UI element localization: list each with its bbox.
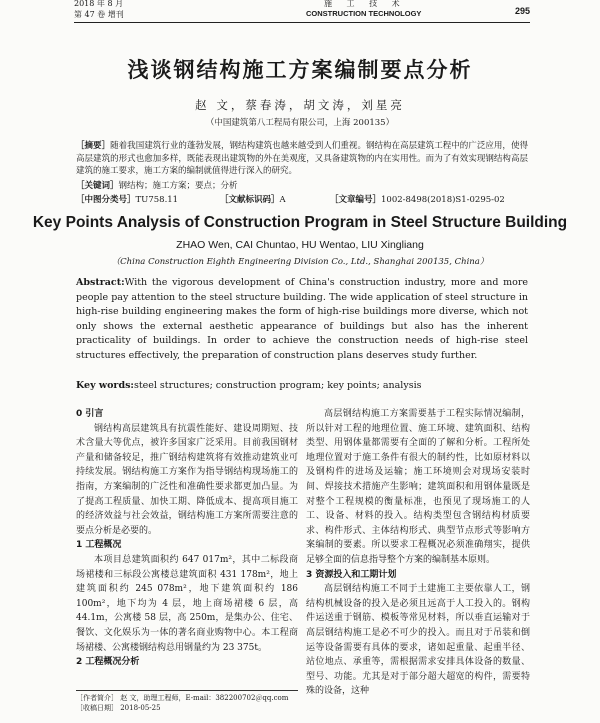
- abstract-cn-text: 随着我国建筑行业的蓬勃发展，钢结构建筑也越来越受到人们重视。钢结构在高层建筑工程中的广泛应用，使得高层建筑的形式也愈加多样，既能表现出建筑物的外在美观度，又具备建筑物的内在实用性。而为了有效实现钢结构高层建筑的施工要求，施工方案的编制就值得进行深入的研究。: [76, 141, 528, 177]
- body-column-right: [306, 407, 530, 699]
- affiliation-cn: （中国建筑第八工程局有限公司，上海 200135）: [205, 118, 395, 128]
- issue-date: 2018 年 8 月: [74, 0, 124, 8]
- paper-title-en: Key Points Analysis of Construction Program in Steel Structure Building: [32, 214, 568, 231]
- abstract-cn-label: ［摘要］: [76, 141, 111, 151]
- paragraph-resources: 高层钢结构施工不同于土建施工主要依靠人工，钢结构机械设备的投入是必须且远高于人工投入的。钢构件运送重于钢筋、模板等常见材料，所以垂直运输对于高层钢结构施工是必不可少的投入。而且对于吊装和倒运等设备需要有具体的要求，诸如起重量、起重半径、站位地点、承重等，需根据需求安排具体设备的数量、型号、功能。尤其是对于部分超大超宽的构件，需要特殊的设备，这种: [306, 584, 530, 697]
- keywords-cn: [76, 179, 238, 191]
- abstract-en-text: With the vigorous development of China's construction industry, more and more people pay attention to the steel structure building. The wide application of steel structure in high-rise building engineering makes the form of high-rise buildings more diverse, which not only shows the external aesthetic appearance of buildings but also has the inherent practicality of buildings. In order to achieve the construction needs of high-rise steel structures effectively, the preparation of construction plans deserves study further.: [76, 277, 528, 361]
- paper-title-cn: 浅谈钢结构施工方案编制要点分析: [127, 58, 473, 82]
- page-number: 295: [514, 6, 530, 16]
- footnote: [76, 690, 298, 713]
- abstract-en-label: Abstract:: [76, 277, 125, 288]
- keywords-en-text: steel structures; construction program; key points; analysis: [133, 380, 422, 391]
- footnote-author: ［作者简介］ 赵 文，助理工程师，E-mail：382200702＠qq.com: [76, 694, 289, 702]
- authors-cn: 赵 文，蔡春涛，胡文涛，刘星亮: [195, 98, 405, 112]
- section-heading-overview: 1 工程概况: [76, 540, 122, 551]
- abstract-cn: [76, 140, 528, 178]
- paragraph-analysis: 高层钢结构施工方案需要基于工程实际情况编制，所以针对工程的地理位置、施工环境、建筑面积、结构类型、用钢体量都需要有全面的了解和分析。工程所处地理位置对于施工条件有很大的制约性，比如原材料以及钢构件的进场及运输；施工环境则会对现场安装时间、焊接技术措施产生影响；建筑面积和用钢体量既是对整个工程规模的衡量标准，也预见了现场施工的人工、设备、材料的投入。结构类型包含钢结构材质要求、构件形式、主体结构形式、典型节点形式等影响方案编制的要素。所以要求工程概况必须准确翔实，提供足够全面的信息指导整个方案的编制基本原则。: [306, 409, 530, 565]
- paragraph-intro: 钢结构高层建筑具有抗震性能好、建设周期短、技术含量大等优点，被许多国家广泛采用。目前我国钢材产量和储备较足，推广钢结构建筑将有效推动建筑业可持续发展。钢结构施工方案作为指导钢结构现场施工的指南，方案编制的广泛性和准确性要求都更加凸显。为了提高工程质量、加快工期、降低成本、提高项目施工的经济效益与社会效益，钢结构施工方案所需要注意的要点分析是必要的。: [76, 423, 298, 536]
- section-heading-analysis: 2 工程概况分析: [76, 657, 140, 668]
- journal-name-en: CONSTRUCTION TECHNOLOGY: [306, 9, 422, 18]
- section-heading-resources: 3 资源投入和工期计划: [306, 569, 397, 580]
- keywords-en-label: Key words:: [76, 380, 134, 391]
- authors-en: ZHAO Wen, CAI Chuntao, HU Wentao, LIU Xingliang: [176, 239, 424, 251]
- keywords-cn-label: ［关键词］: [76, 181, 119, 191]
- journal-name-cn: 施 工 技 术: [324, 0, 406, 8]
- abstract-en: [76, 276, 528, 363]
- section-heading-intro: 0 引言: [76, 409, 104, 419]
- volume-info: 第 47 卷 增刊: [74, 10, 124, 19]
- affiliation-en: （China Construction Eighth Engineering Division Co., Ltd., Shanghai 200135, China）: [111, 257, 489, 267]
- running-header: [74, 0, 530, 23]
- keywords-cn-text: 钢结构；施工方案；要点；分析: [118, 181, 238, 191]
- article-number: ［文章编号］1002-8498(2018)S1-0295-02: [330, 195, 505, 205]
- keywords-en: [76, 380, 421, 391]
- clc-number: ［中图分类号］TU758.11: [76, 195, 179, 205]
- body-column-left: [76, 407, 298, 670]
- paragraph-overview: 本项目总建筑面积约 647 017m²，其中二标段商场裙楼和三标段公寓楼总建筑面积 431 178m²，地上建筑面积约 245 078m²，地下建筑面积约 186 100m²，地下均为 4 层，地上商场裙楼 6 层，高 44.1m，公寓楼 58 层，高 250m，是集办公、住宅、餐饮、文化娱乐为一体的著名商业购物中心。本工程商场裙楼、公寓楼钢结构总用钢量约为 23 375t。: [76, 554, 298, 653]
- footnote-received: ［收稿日期］ 2018-05-25: [76, 704, 161, 712]
- doc-code: ［文献标识码］A: [220, 195, 286, 205]
